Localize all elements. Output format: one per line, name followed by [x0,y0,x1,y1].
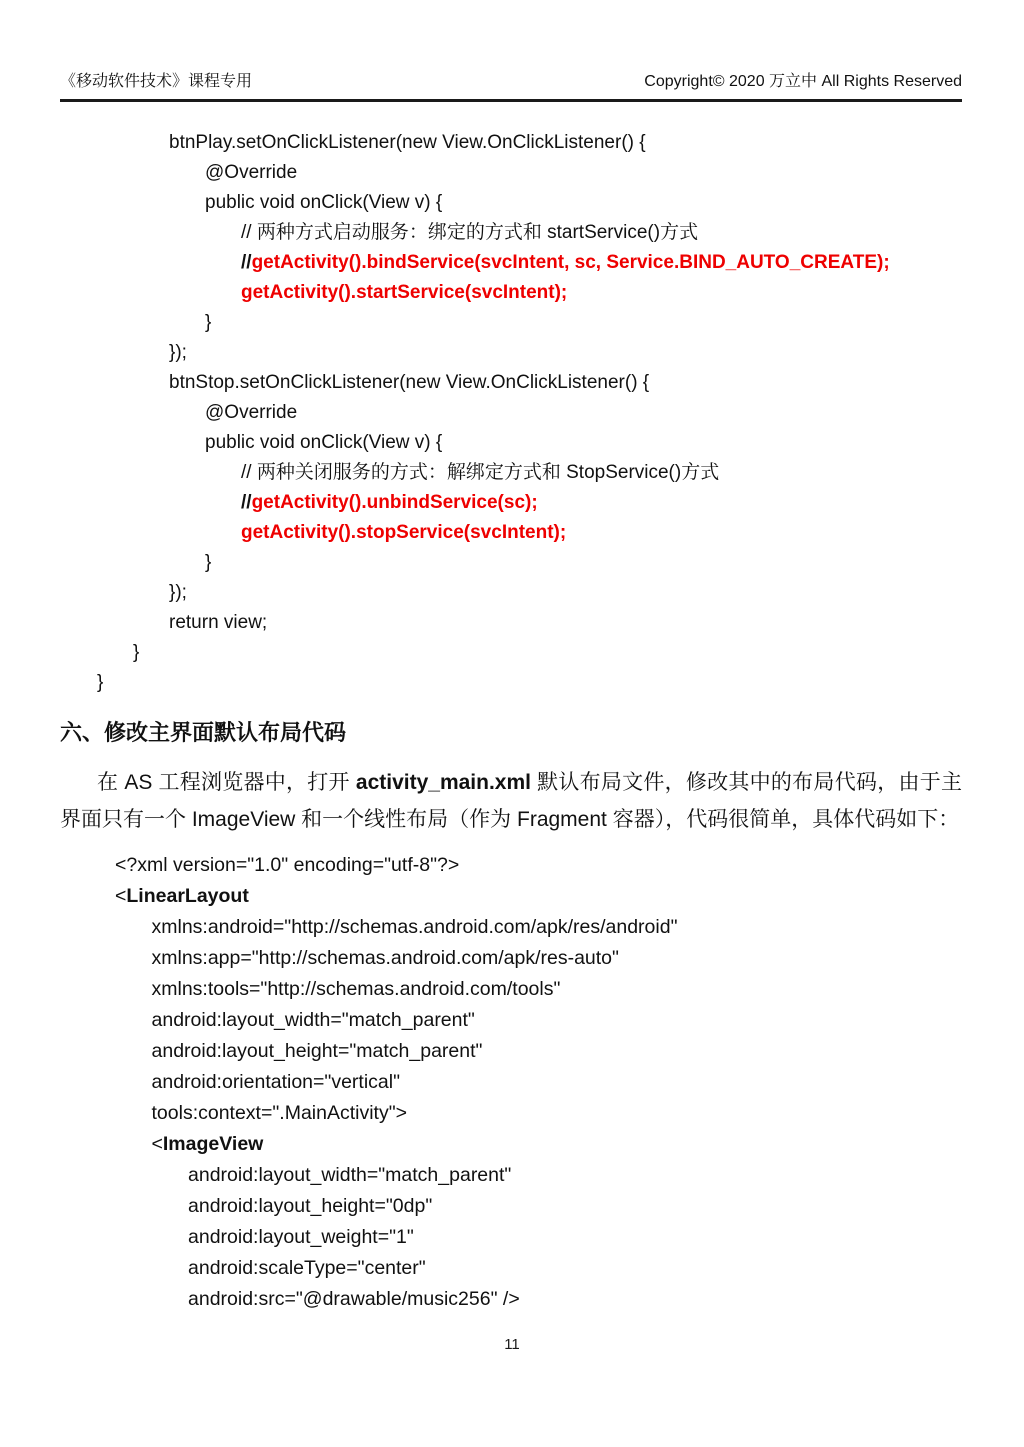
code-line [60,1253,962,1284]
text-segment: 在 AS 工程浏览器中，打开 [97,771,356,794]
text-segment: android:src="@drawable/music256" /> [188,1288,520,1310]
text-segment: xmlns:app="http://schemas.android.com/apk/res-auto" [151,947,619,969]
code-line [60,458,962,488]
code-line [60,1222,962,1253]
text-segment: // [241,492,252,513]
code-line [60,1005,962,1036]
text-segment: btnPlay.setOnClickListener(new View.OnClickListener() { [169,132,646,153]
code-line [60,943,962,974]
text-segment: xmlns:tools="http://schemas.android.com/tools" [151,978,561,1000]
text-segment: }); [169,342,187,363]
text-segment: // [241,252,252,273]
code-line [60,308,962,338]
code-line [60,912,962,943]
code-line [60,158,962,188]
text-segment: getActivity().startService(svcIntent); [241,282,568,303]
code-line [60,518,962,548]
text-segment: getActivity().bindService(svcIntent, sc, Service.BIND_AUTO_CREATE); [251,252,890,273]
code-line [60,1129,962,1160]
text-segment: public void onClick(View v) { [205,192,443,213]
code-line [60,398,962,428]
text-segment: return view; [169,612,268,633]
text-segment: android:scaleType="center" [188,1257,426,1279]
page-number: 11 [504,1336,520,1353]
text-segment: getActivity().unbindService(sc); [251,492,538,513]
code-line [60,578,962,608]
text-segment: < [115,885,127,907]
text-segment: } [205,312,212,333]
code-line [60,248,962,278]
code-line [60,188,962,218]
text-segment: public void onClick(View v) { [205,432,443,453]
code-line [60,278,962,308]
header-rule [60,99,962,102]
text-segment: android:layout_width="match_parent" [151,1009,475,1031]
text-segment: } [97,672,104,693]
code-line [60,1191,962,1222]
code-line [60,218,962,248]
header-course-label: 《移动软件技术》课程专用 [60,73,253,90]
text-segment: android:layout_weight="1" [188,1226,414,1248]
header-copyright: Copyright© 2020 万立中 All Rights Reserved [644,73,962,90]
code-line [60,668,962,698]
text-segment: } [133,642,140,663]
text-segment: @Override [205,402,298,423]
code-line [60,128,962,158]
text-segment: xmlns:android="http://schemas.android.com/apk/res/android" [151,916,678,938]
text-segment: tools:context=".MainActivity"> [151,1102,408,1124]
page-header [60,72,962,92]
text-segment: < [151,1133,163,1155]
text-segment: android:layout_width="match_parent" [188,1164,512,1186]
text-segment: <?xml version="1.0" encoding="utf-8"?> [115,854,460,876]
text-segment: getActivity().stopService(svcIntent); [241,522,567,543]
text-segment: }); [169,582,187,603]
code-line [60,974,962,1005]
code-line [60,338,962,368]
text-segment: ImageView [162,1133,264,1155]
code-line [60,638,962,668]
code-line [60,428,962,458]
text-segment: btnStop.setOnClickListener(new View.OnClickListener() { [169,372,650,393]
page-footer [0,1336,1024,1353]
code-line [60,1284,962,1315]
body-paragraph [60,764,962,838]
text-segment: android:orientation="vertical" [151,1071,401,1093]
text-segment: @Override [205,162,298,183]
code-line [60,368,962,398]
code-line [60,1067,962,1098]
text-segment: LinearLayout [126,885,249,907]
xml-code-block [60,850,962,1315]
text-segment: // 两种方式启动服务：绑定的方式和 startService()方式 [241,222,699,243]
code-line [60,1036,962,1067]
java-code-block [60,128,962,698]
section-heading: 六、修改主界面默认布局代码 [60,720,347,745]
code-line [60,850,962,881]
text-segment: 默认布局文件，修改其中的布局代码，由于主界面只有一个 ImageView 和一个线性布局（作为 Fragment 容器），代码很简单，具体代码如下： [60,771,962,831]
text-segment: // 两种关闭服务的方式：解绑定方式和 StopService()方式 [241,462,720,483]
text-segment: android:layout_height="0dp" [188,1195,433,1217]
text-segment: android:layout_height="match_parent" [151,1040,483,1062]
code-line [60,881,962,912]
code-line [60,608,962,638]
code-line [60,548,962,578]
code-line [60,488,962,518]
code-line [60,1160,962,1191]
text-segment: } [205,552,212,573]
text-segment: activity_main.xml [355,771,531,794]
code-line [60,1098,962,1129]
